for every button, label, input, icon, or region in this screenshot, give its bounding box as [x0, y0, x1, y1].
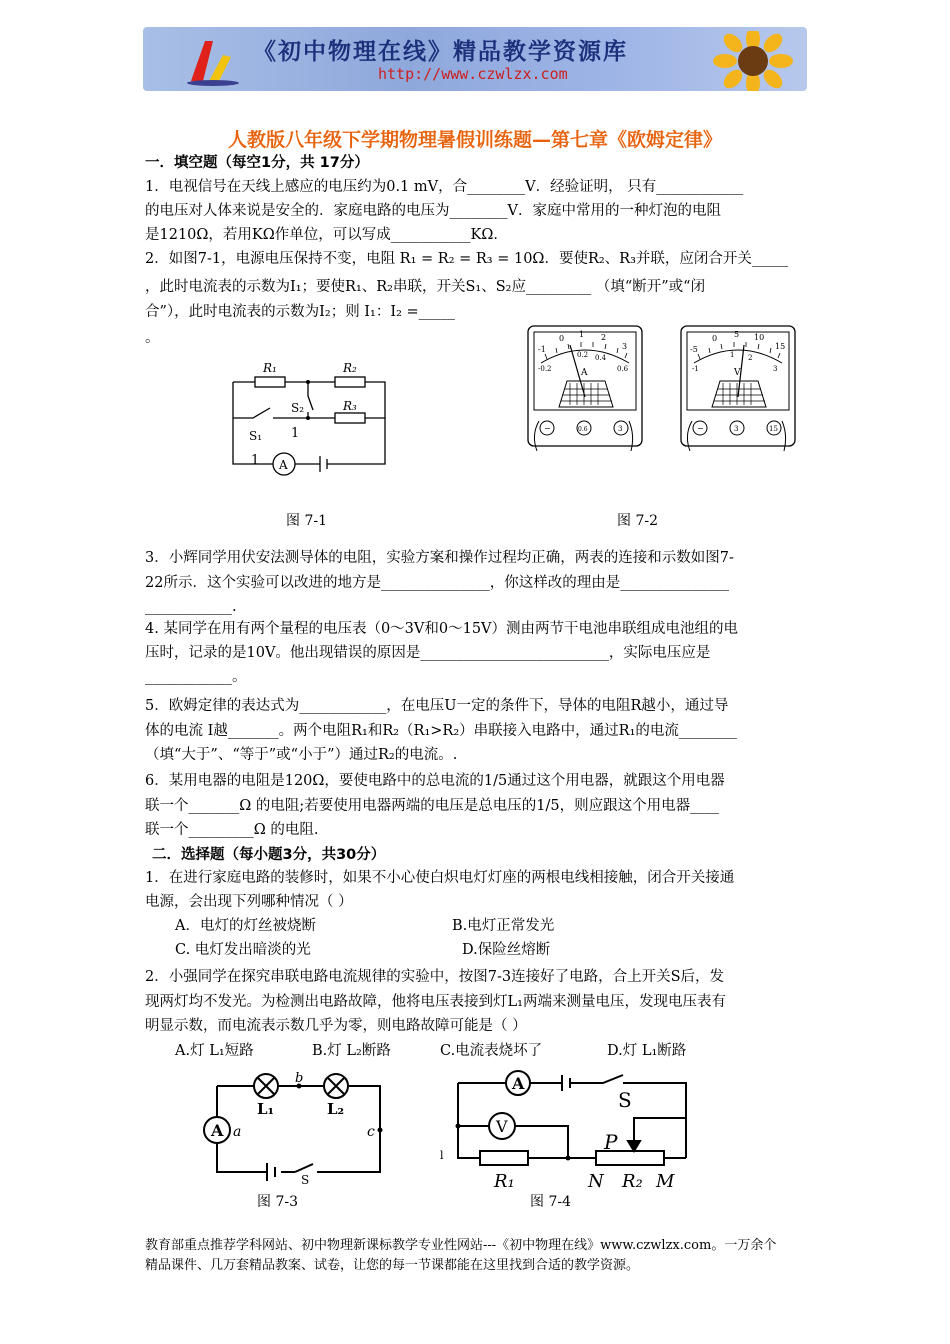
text-line: 5．欧姆定律的表达式为____________，在电压U一定的条件下，导体的电阻R越小，通过导 [145, 698, 729, 714]
figure-caption: 图 7-4 [530, 1194, 571, 1210]
label-s: S [301, 1173, 310, 1185]
text-line: 22所示．这个实验可以改进的地方是_______________，你这样改的理由是_______________ [145, 575, 729, 591]
figure-caption: 图 7-3 [257, 1194, 298, 1210]
text-line: ____________. [145, 599, 237, 615]
voltmeter-neg-bottom: -1 [692, 365, 699, 373]
voltmeter-tick: 10 [754, 333, 765, 342]
voltmeter-unit: V [734, 368, 741, 378]
label-c: c [367, 1124, 375, 1140]
ammeter-terminal: − [544, 424, 551, 433]
option-c: C. 电灯发出暗淡的光 [175, 942, 311, 958]
circuit-figure-7-1 [225, 360, 395, 480]
voltmeter-tick: 1 [730, 351, 735, 359]
option-b: B.电灯正常发光 [452, 918, 555, 934]
figure-caption: 图 7-1 [286, 513, 327, 529]
option-d: D.灯 L₁断路 [607, 1043, 687, 1059]
option-c: C.电流表烧坏了 [440, 1043, 543, 1059]
ammeter-neg-bottom: -0.2 [538, 365, 552, 373]
banner-title: 《初中物理在线》精品教学资源库 [253, 39, 628, 65]
text-line: （填“大于”、“等于”或“小于”）通过R₂的电流。. [145, 747, 458, 763]
voltmeter-terminal: 15 [769, 425, 778, 433]
label-s: S [618, 1088, 632, 1112]
ammeter-tick: 0.6 [617, 365, 629, 373]
figure-caption: 图 7-2 [617, 513, 658, 529]
document-title: 人教版八年级下学期物理暑假训练题—第七章《欧姆定律》 [227, 129, 722, 151]
label-mark: l [440, 1149, 444, 1162]
label-ammeter: A [211, 1121, 224, 1140]
circuit-figure-7-4 [438, 1063, 698, 1195]
voltmeter-tick: 3 [773, 365, 778, 373]
option-a: A.灯 L₁短路 [175, 1043, 254, 1059]
ammeter-tick: 0.2 [577, 351, 589, 359]
text-line: 6．某用电器的电阻是120Ω，要使电路中的总电流的1/5通过这个用电器，就跟这个用电器 [145, 773, 725, 789]
text-line: ____________。 [145, 669, 247, 685]
option-d: D.保险丝熔断 [462, 942, 551, 958]
logo-icon [183, 33, 243, 87]
text-line: 电源，会出现下列哪种情况（ ） [145, 894, 353, 910]
label-p: P [604, 1130, 618, 1154]
banner-url: http://www.czwlzx.com [378, 65, 568, 83]
voltmeter-tick: 5 [734, 330, 740, 339]
label-l1: L₁ [257, 1100, 275, 1118]
label-r2: R₂ [622, 1171, 643, 1192]
text-line: 4. 某同学在用有两个量程的电压表（0～3V和0～15V）测由两节干电池串联组成电池组的电 [145, 621, 739, 637]
voltmeter-terminal: − [697, 424, 704, 433]
text-line: 是1210Ω，若用KΩ作单位，可以写成___________KΩ． [145, 227, 508, 243]
section-choice-heading: 二．选择题（每小题3分，共30分） [152, 847, 386, 863]
voltmeter-terminal: 3 [734, 425, 739, 433]
ammeter-terminal: 0.6 [578, 426, 588, 433]
header-banner [143, 27, 807, 91]
ammeter-unit: A [581, 368, 588, 378]
label-r1: R₁ [263, 361, 277, 375]
voltmeter-tick: 0 [712, 334, 718, 343]
label-r2: R₂ [343, 361, 357, 375]
circuit-figure-7-3 [195, 1070, 395, 1185]
voltmeter-tick: 15 [775, 342, 786, 351]
footer-line: 教育部重点推荐学科网站、初中物理新课标教学专业性网站---《初中物理在线》www.czwlzx.com。一万余个 [145, 1238, 777, 1253]
sunflower-icon [703, 31, 803, 91]
label-s2: S₂ [291, 401, 305, 415]
ammeter-tick: 3 [622, 342, 628, 351]
voltmeter-tick: 2 [748, 354, 753, 362]
text-line: 2．如图7-1，电源电压保持不变，电阻 R₁ = R₂ = R₃ = 10Ω．要使R₂、R₃并联，应闭合开关_____ [145, 251, 789, 267]
label-ammeter: A [279, 458, 288, 472]
ammeter-tick: 0.4 [595, 354, 607, 362]
ammeter-tick: 0 [559, 334, 565, 343]
label-n: N [588, 1171, 604, 1192]
text-line: ，此时电流表的示数为I₁；要使R₁、R₂串联，开关S₁、S₂应_________ （填“断开”或“闭 [145, 279, 706, 295]
text-line: 压时，记录的是10V。他出现错误的原因是__________________________，实际电压应是 [145, 645, 711, 661]
text-line: 3．小辉同学用伏安法测导体的电阻，实验方案和操作过程均正确，两表的连接和示数如图7- [145, 550, 734, 566]
resistor-r1 [480, 1151, 528, 1165]
ammeter-tick: 2 [601, 333, 607, 342]
resistor-r1 [255, 377, 285, 387]
text-line: 现两灯均不发光。为检测出电路故障，他将电压表接到灯L₁两端来测量电压，发现电压表有 [145, 994, 726, 1010]
section-fill-in-heading: 一．填空题（每空1分，共 17分） [145, 155, 369, 171]
text-line: 的电压对人体来说是安全的．家庭电路的电压为________V．家庭中常用的一种灯泡的电阻 [145, 203, 721, 219]
label-s1: S₁ [249, 429, 263, 443]
text-line: 2．小强同学在探究串联电路电流规律的实验中，按图7-3连接好了电路，合上开关S后，发 [145, 969, 725, 985]
text-line: 联一个_________Ω 的电阻. [145, 822, 319, 838]
option-b: B.灯 L₂断路 [312, 1043, 391, 1059]
footer-line: 精品课件、几万套精品教案、试卷，让您的每一节课都能在这里找到合适的教学资源。 [145, 1258, 640, 1273]
text-line: 合”），此时电流表的示数为I₂；则 I₁：I₂ =_____ [145, 304, 455, 320]
meters-figure-7-2 [525, 323, 805, 453]
label-b: b [295, 1071, 304, 1086]
label-1: 1 [291, 426, 300, 441]
text-line: 联一个_______Ω 的电阻;若要使用电器两端的电压是总电压的1/5，则应跟这个用电器____ [145, 798, 720, 814]
ammeter-tick: 1 [579, 330, 585, 339]
label-l2: L₂ [327, 1100, 345, 1118]
option-a: A．电灯的灯丝被烧断 [175, 918, 316, 934]
resistor-r3 [335, 413, 365, 423]
label-r1: R₁ [494, 1171, 515, 1192]
voltmeter-dial [681, 326, 795, 451]
voltmeter-neg-top: -5 [690, 345, 698, 354]
text-line: 明显示数，而电流表示数几乎为零，则电路故障可能是（ ） [145, 1018, 527, 1034]
label-1: 1 [251, 453, 260, 468]
ammeter-neg-top: -1 [538, 345, 546, 354]
text-line: 体的电流 I越_______。两个电阻R₁和R₂（R₁>R₂）串联接入电路中，通过R₁的电流________ [145, 723, 737, 739]
text-line: 。 [145, 330, 160, 346]
text-line: 1．电视信号在天线上感应的电压约为0.1 mV，合________V．经验证明， 只有____________ [145, 179, 744, 195]
label-r3: R₃ [343, 399, 357, 413]
label-ammeter: A [512, 1074, 525, 1093]
text-line: 1．在进行家庭电路的装修时，如果不小心使白炽电灯灯座的两根电线相接触，闭合开关接通 [145, 870, 735, 886]
label-a: a [233, 1124, 242, 1140]
resistor-r2 [335, 377, 365, 387]
label-voltmeter: V [496, 1117, 508, 1136]
ammeter-terminal: 3 [618, 425, 623, 433]
label-m: M [656, 1171, 675, 1192]
ammeter-dial [528, 326, 642, 451]
